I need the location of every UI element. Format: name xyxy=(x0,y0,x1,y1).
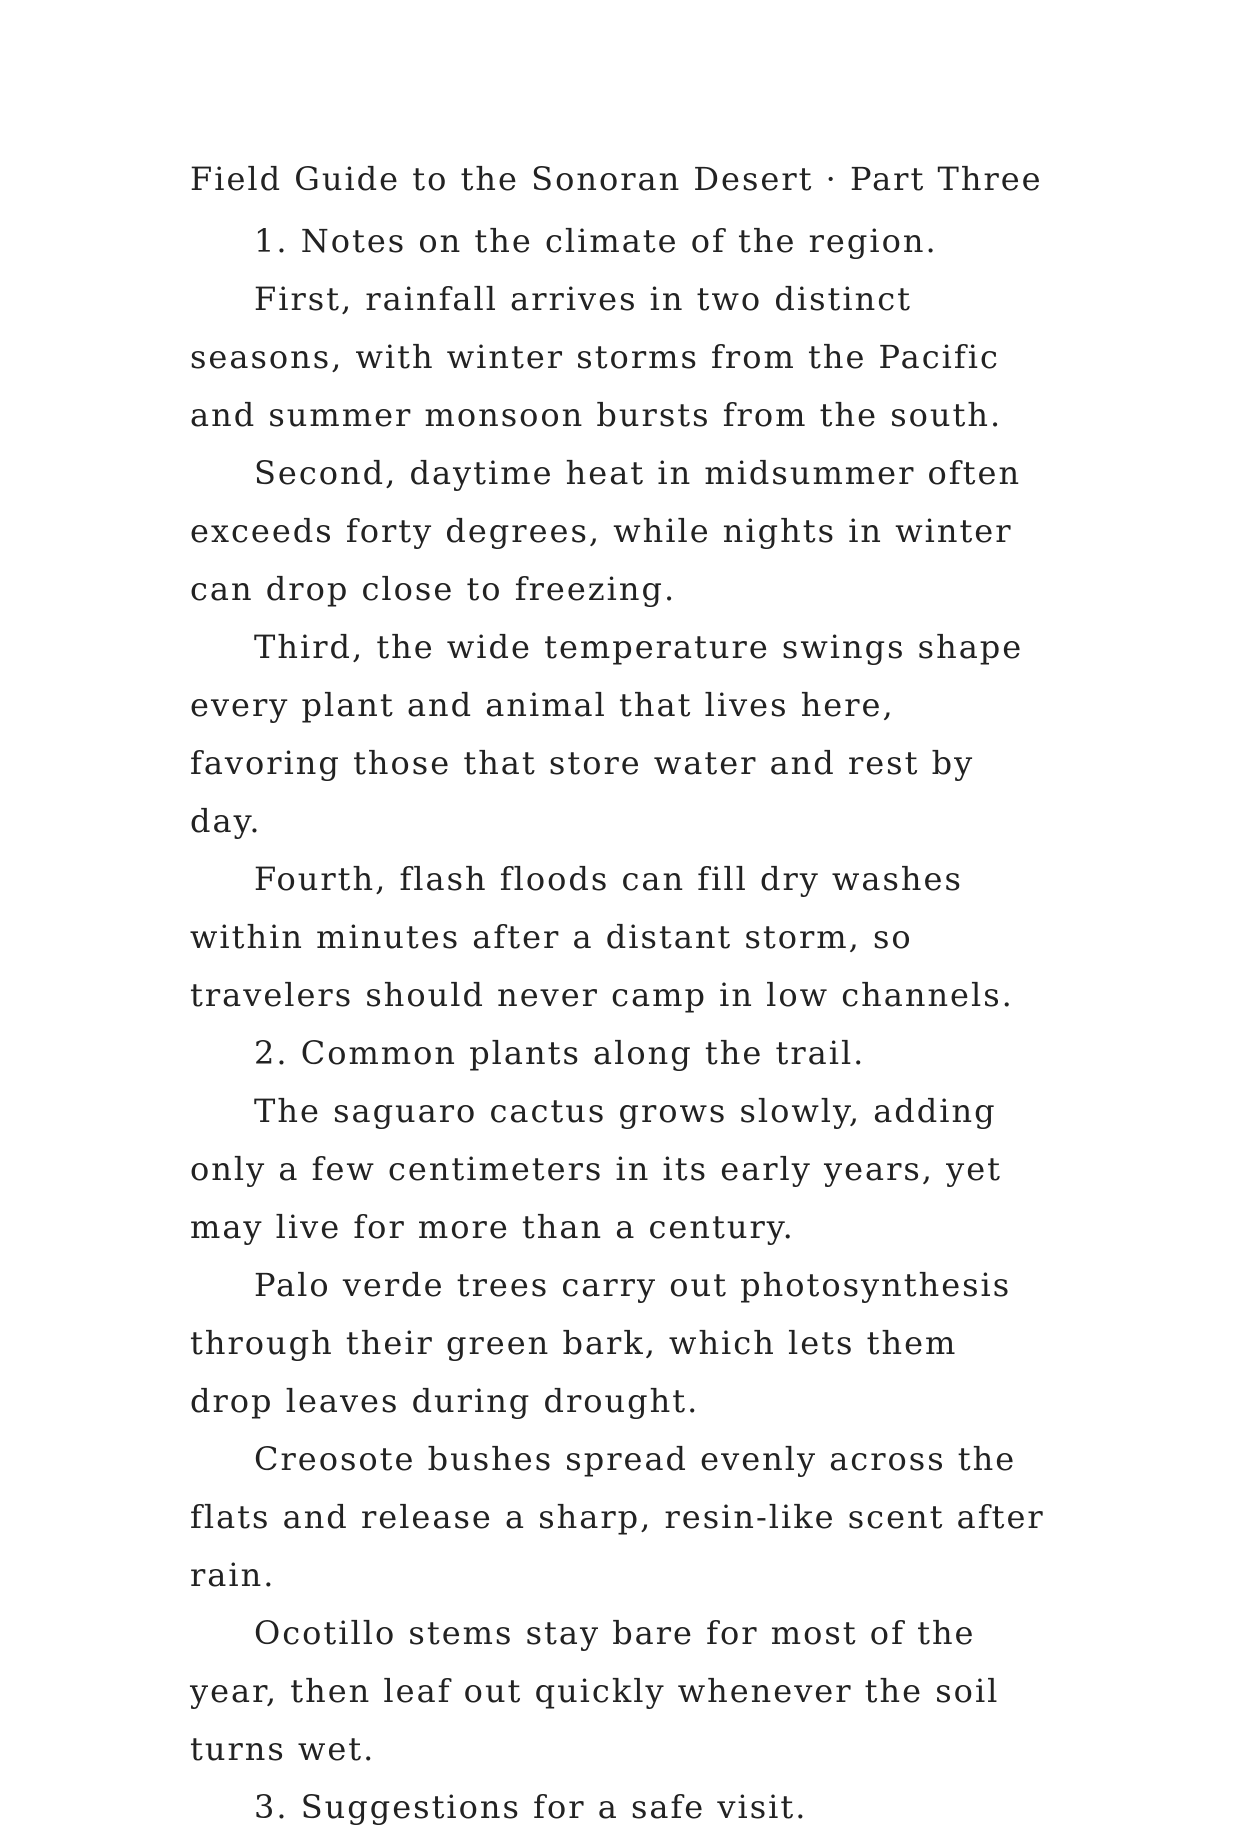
paragraph-8: Palo verde trees carry out photosynthesis through their green bark, which lets them drop leaves during drought. xyxy=(190,1266,1012,1420)
document-title: Field Guide to the Sonoran Desert · Part Three xyxy=(190,160,1043,198)
paragraph-5: Fourth, flash floods can fill dry washes within minutes after a distant storm, so travelers should never camp in low channels. xyxy=(190,860,1014,1014)
paragraph-6: 2. Common plants along the trail. xyxy=(254,1034,866,1072)
paragraph-7: The saguaro cactus grows slowly, adding only a few centimeters in its early years, yet may live for more than a century. xyxy=(190,1092,1003,1246)
paragraph-2: First, rainfall arrives in two distinct seasons, with winter storms from the Pacific and summer monsoon bursts from the south. xyxy=(190,280,1003,434)
paragraph-9: Creosote bushes spread evenly across the flats and release a sharp, resin-like scent after rain. xyxy=(190,1440,1045,1594)
paragraph-4: Third, the wide temperature swings shape every plant and animal that lives here, favoring those that store water and rest by day. xyxy=(190,628,1024,840)
document-body xyxy=(190,150,1052,1836)
paragraph-1: 1. Notes on the climate of the region. xyxy=(254,222,938,260)
paragraph-11: 3. Suggestions for a safe visit. xyxy=(254,1788,808,1826)
paragraph-10: Ocotillo stems stay bare for most of the year, then leaf out quickly whenever the soil turns wet. xyxy=(190,1614,1000,1768)
paragraph-3: Second, daytime heat in midsummer often exceeds forty degrees, while nights in winter can drop close to freezing. xyxy=(190,454,1022,608)
